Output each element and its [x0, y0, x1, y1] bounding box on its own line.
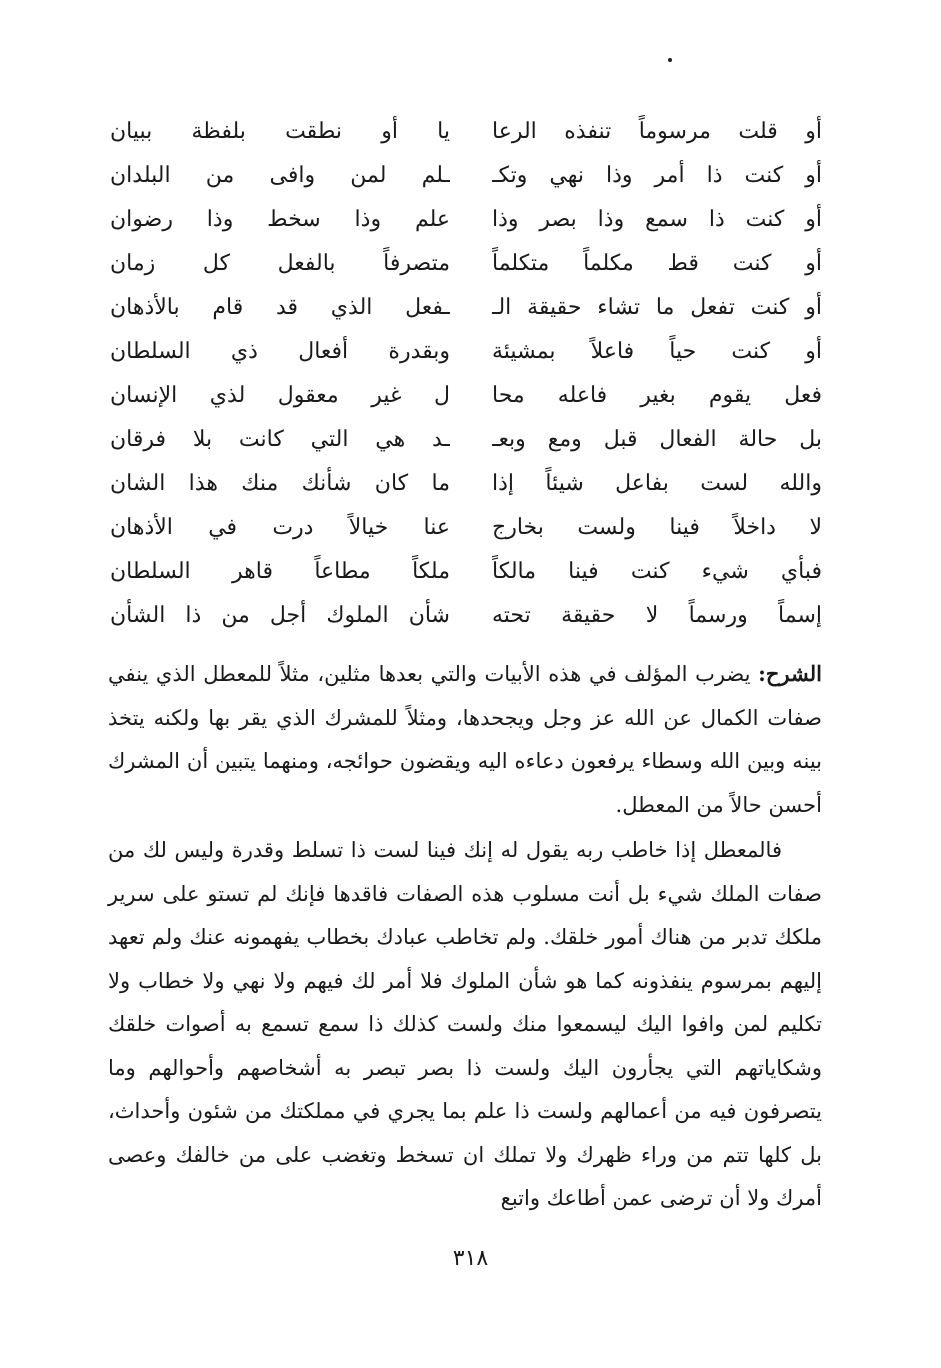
verse-hemistich: والله لست بفاعل شيئاً إذا	[492, 471, 822, 496]
verse-hemistich: ـفعل الذي قد قام بالأذهان	[110, 295, 450, 320]
verse-hemistich: أو كنت ذا أمر وذا نهي وتكـ	[492, 163, 822, 188]
verse-hemistich: ما كان شأنك منك هذا الشان	[110, 471, 450, 496]
commentary-paragraph: فالمعطل إذا خاطب ربه يقول له إنك فينا لست ذا تسلط وقدرة وليس لك من صفات الملك شيء بل أنت مسلوب هذه الصفات فاقدها فإنك لم تستو على سرير ملكك تدبر من هناك أمور خلقك. ولم تخاطب عبادك بخطاب يفهمونه عنك ولم تعهد إليهم بمرسوم ينفذونه كما هو شأن الملوك فلا أمر لك فيهم ولا نهي ولا خطاب ولا تكليم لمن وافوا اليك ليسمعوا منك ولست كذلك ذا سمع تسمع به أصوات خلقك وشكاياتهم التي يجأرون اليك ولست ذا بصر تبصر به أشخاصهم وأحوالهم وما يتصرفون فيه من أعمالهم ولست ذا علم بما يجري في مملكتك من شئون وأحداث، بل كلها تتم من وراء ظهرك ولا تملك ان تسخط وتغضب على من خالفك وعصى أمرك ولا أن ترضى عمن أطاعك واتبع	[108, 838, 822, 1210]
verse-hemistich: أو قلت مرسوماً تنفذه الرعا	[492, 119, 822, 144]
commentary-paragraph	[108, 652, 822, 827]
verse-hemistich: متصرفاً بالفعل كل زمان	[110, 251, 450, 276]
verse-hemistich: علم وذا سخط وذا رضوان	[110, 207, 450, 232]
commentary-text: يضرب المؤلف في هذه الأبيات والتي بعدها مثلين، مثلاً للمعطل الذي ينفي صفات الكمال عن الله عز وجل ويجحدها، ومثلاً للمشرك الذي يقر بها ولكنه يتخذ بينه وبين الله وسطاء يرفعون دعاءه اليه ويقضون حوائجه، ومنهما يتبين أن المشرك أحسن حالاً من المعطل.	[108, 662, 822, 817]
verse-hemistich: ملكاً مطاعاً قاهر السلطان	[110, 559, 450, 584]
verse-hemistich: ـلم لمن وافى من البلدان	[110, 163, 450, 188]
verse-hemistich: لا داخلاً فينا ولست بخارج	[492, 515, 822, 540]
verse-hemistich: أو كنت حياً فاعلاً بمشيئة	[492, 339, 822, 364]
verse-hemistich: فعل يقوم بغير فاعله محا	[492, 383, 822, 408]
page-number: ٣١٨	[452, 1246, 489, 1271]
verse-hemistich: أو كنت قط مكلماً متكلماً	[492, 251, 822, 276]
verse-hemistich: شأن الملوك أجل من ذا الشأن	[110, 603, 450, 628]
verse-hemistich: فبأي شيء كنت فينا مالكاً	[492, 559, 822, 584]
poem-left-column	[110, 110, 450, 638]
verse-hemistich: أو كنت ذا سمع وذا بصر وذا	[492, 207, 822, 232]
poem-block	[110, 110, 822, 640]
verse-hemistich: وبقدرة أفعال ذي السلطان	[110, 339, 450, 364]
verse-hemistich: ـد هي التي كانت بلا فرقان	[110, 427, 450, 452]
verse-hemistich: يا أو نطقت بلفظة ببيان	[110, 119, 450, 144]
verse-hemistich: إسماً ورسماً لا حقيقة تحته	[492, 603, 822, 628]
page-mark-dot	[668, 58, 672, 62]
verse-hemistich: ل غير معقول لذي الإنسان	[110, 383, 450, 408]
commentary-label: الشرح:	[758, 661, 822, 686]
verse-hemistich: عنا خيالاً درت في الأذهان	[110, 515, 450, 540]
poem-right-column	[492, 110, 822, 638]
commentary-section	[108, 652, 822, 1221]
verse-hemistich: أو كنت تفعل ما تشاء حقيقة الـ	[492, 295, 822, 320]
verse-hemistich: بل حالة الفعال قبل ومع وبعـ	[492, 427, 822, 452]
